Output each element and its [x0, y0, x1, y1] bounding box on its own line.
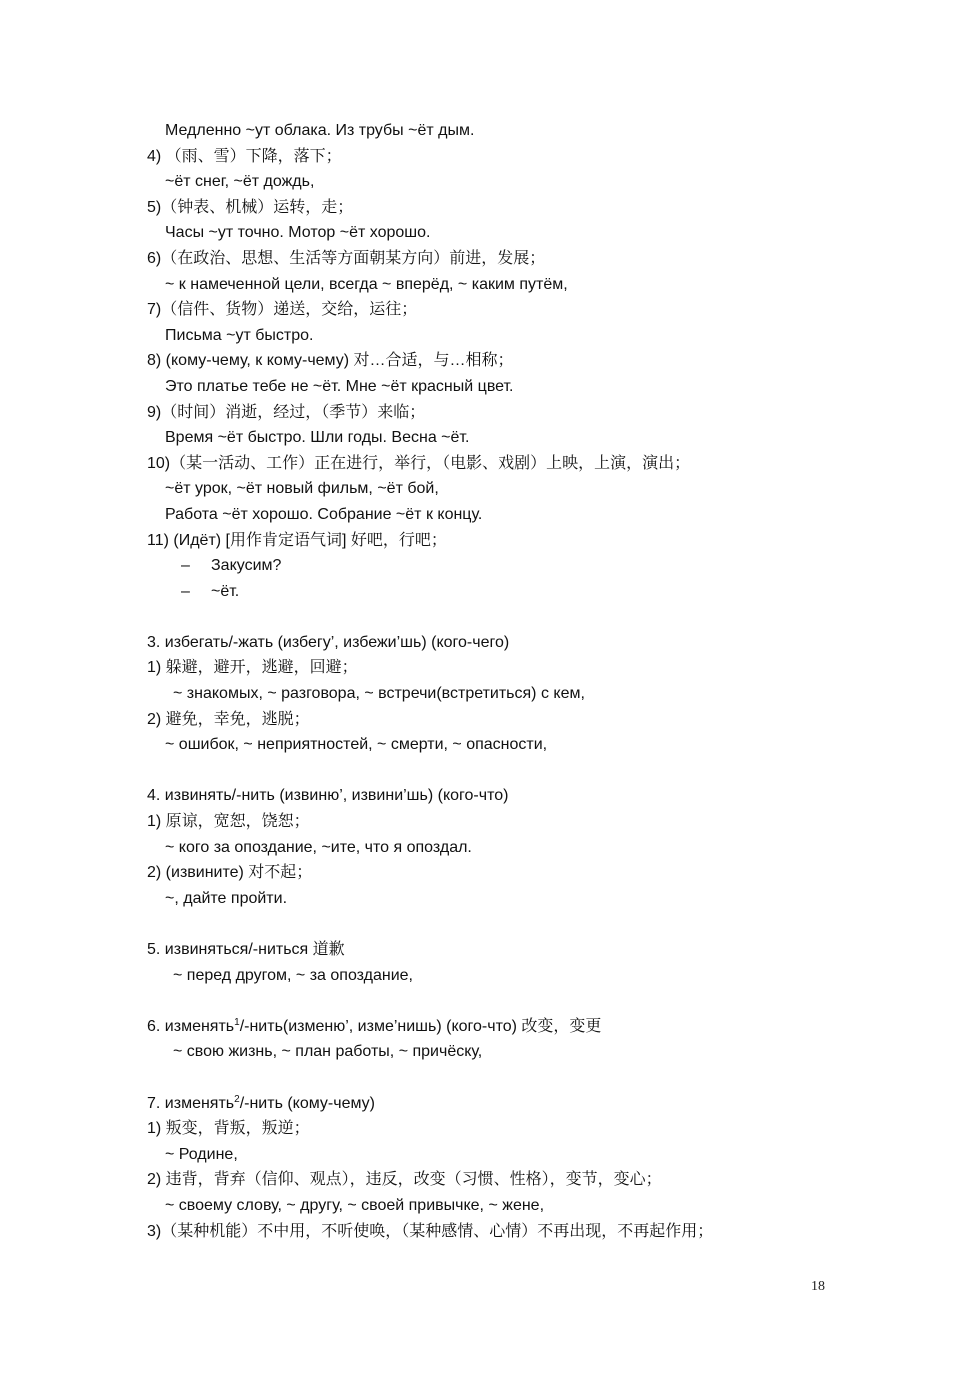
page-number: 18 — [811, 1279, 825, 1294]
dialogue-dash: – — [181, 557, 190, 575]
text-line: ~ перед другом, ~ за опоздание, — [173, 966, 413, 984]
dialogue-line — [147, 553, 847, 579]
text-line: Это платье тебе не ~ёт. Мне ~ёт красный цвет. — [165, 377, 514, 395]
entry-heading: 4. извинять/-нить (извиню’, извини’шь) (кого-что) — [147, 787, 509, 805]
text-line: 2) 避免，幸免，逃脱； — [147, 710, 310, 728]
blank-line — [147, 604, 847, 630]
text-line: 1) 叛变，背叛，叛逆； — [147, 1120, 310, 1138]
entry-superscript: 2 — [234, 1093, 240, 1105]
entry-superscript: 1 — [234, 1016, 240, 1028]
text-line: ~ своему слову, ~ другу, ~ своей привычке, ~ жене, — [165, 1196, 545, 1214]
text-line: Часы ~ут точно. Мотор ~ёт хорошо. — [165, 224, 431, 242]
text-line: 11) (Идёт) [用作肯定语气词] 好吧，行吧； — [147, 531, 447, 549]
text-line: ~ знакомых, ~ разговора, ~ встречи(встретиться) с кем, — [173, 685, 585, 703]
text-line: 2) (извините) 对不起； — [147, 864, 313, 882]
text-line: 1) 原谅，宽恕，饶恕； — [147, 813, 310, 831]
text-line: Время ~ёт быстро. Шли годы. Весна ~ёт. — [165, 429, 470, 447]
entry-rest: /-нить (кому-чему) — [239, 1094, 375, 1112]
entry-heading — [147, 1014, 847, 1040]
text-line: 9)（时间）消逝，经过，（季节）来临； — [147, 403, 426, 421]
entry-rest: /-нить(изменю’, изме’нишь) (кого-что) 改变，变更 — [239, 1017, 602, 1035]
dialogue-text: ~ёт. — [211, 582, 240, 600]
text-line: 1) 躲避，避开，逃避，回避； — [147, 659, 358, 677]
entry-heading: 5. извиняться/-ниться 道歉 — [147, 941, 345, 958]
entry-word: 6. изменять — [147, 1017, 235, 1035]
blank-line — [147, 1065, 847, 1091]
blank-line — [147, 758, 847, 784]
dialogue-text: Закусим? — [211, 557, 282, 575]
entry-heading — [147, 1091, 847, 1117]
text-line: 10)（某一活动、工作）正在进行，举行，（电影、戏剧）上映，上演，演出； — [147, 454, 691, 472]
text-line: Работа ~ёт хорошо. Собрание ~ёт к концу. — [165, 505, 483, 523]
dialogue-dash: – — [181, 582, 190, 600]
text-line: 2) 违背，背弃（信仰、观点），违反，改变（习惯、性格），变节，变心； — [147, 1171, 662, 1189]
text-line: 5)（钟表、机械）运转，走； — [147, 198, 354, 216]
text-line: 3)（某种机能）不中用，不听使唤，（某种感情、心情）不再出现，不再起作用； — [147, 1222, 714, 1240]
text-line: ~ёт урок, ~ёт новый фильм, ~ёт бой, — [165, 480, 439, 498]
text-line: ~ свою жизнь, ~ план работы, ~ причёску, — [173, 1043, 483, 1061]
text-line: ~ кого за опоздание, ~ите, что я опоздал. — [165, 838, 472, 856]
entry-word: 7. изменять — [147, 1094, 235, 1112]
text-line: ~ёт снег, ~ёт дождь, — [165, 173, 315, 191]
text-line: ~ к намеченной цели, всегда ~ вперёд, ~ каким путём, — [165, 275, 568, 293]
text-line: Письма ~ут быстро. — [165, 326, 314, 344]
text-line: ~ Родине, — [165, 1145, 238, 1163]
text-line: 7)（信件、货物）递送，交给，运往； — [147, 301, 418, 319]
text-line: ~, дайте пройти. — [165, 889, 288, 907]
blank-line — [147, 988, 847, 1014]
blank-line — [147, 911, 847, 937]
text-line: 4) （雨、雪）下降，落下； — [147, 147, 342, 165]
text-line: 8) (кому-чему, к кому-чему) 对…合适，与…相称； — [147, 352, 514, 370]
text-line: 6)（在政治、思想、生活等方面朝某方向）前进，发展； — [147, 249, 546, 267]
entry-heading: 3. избегать/-жать (избегу’, избежи’шь) (кого-чего) — [147, 633, 510, 651]
document-body — [147, 118, 847, 1244]
dialogue-line — [147, 579, 847, 605]
text-line: Медленно ~ут облака. Из трубы ~ёт дым. — [165, 122, 475, 139]
text-line: ~ ошибок, ~ неприятностей, ~ смерти, ~ опасности, — [165, 736, 548, 754]
